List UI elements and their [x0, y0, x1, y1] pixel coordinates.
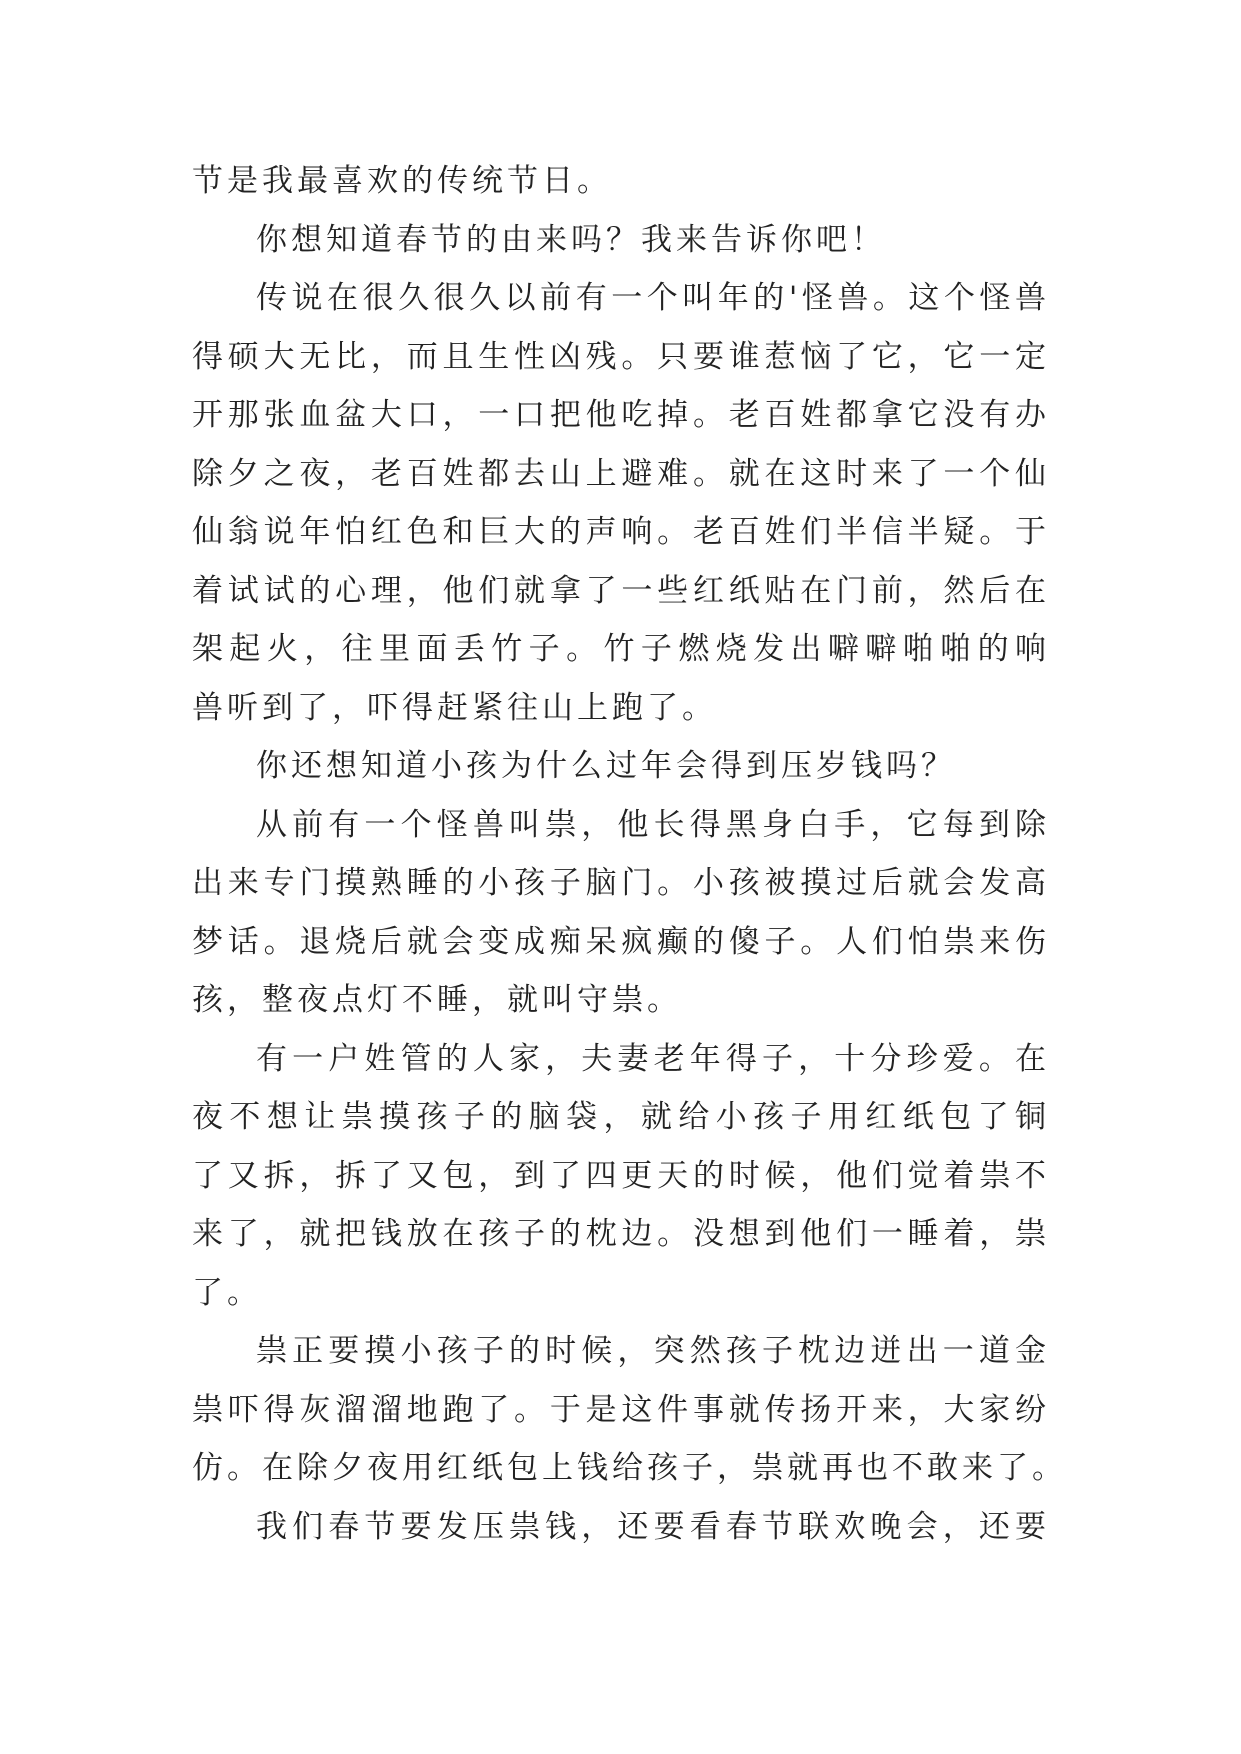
body-text: [192, 152, 1067, 1556]
text-line: 得硕大无比，而且生性凶残。只要谁惹恼了它，它一定: [192, 338, 1050, 375]
text-line: 了。: [192, 1274, 262, 1311]
text-line: 节是我最喜欢的传统节日。: [192, 163, 612, 199]
text-line: 着试试的心理，他们就拿了一些红纸贴在门前，然后在: [192, 572, 1050, 609]
text-line: 除夕之夜，老百姓都去山上避难。就在这时来了一个仙: [192, 455, 1050, 492]
text-line: 有一户姓管的人家，夫妻老年得子，十分珍爱。在: [256, 1040, 1050, 1077]
text-line: 开那张血盆大口，一口把他吃掉。老百姓都拿它没有办: [192, 397, 1050, 433]
text-line: 兽听到了，吓得赶紧往山上跑了。: [192, 689, 717, 726]
text-line: 仿。在除夕夜用红纸包上钱给孩子，祟就再也不敢来了。: [192, 1450, 1067, 1486]
text-line: 你还想知道小孩为什么过年会得到压岁钱吗？: [256, 748, 956, 784]
text-line: 我们春节要发压祟钱，还要看春节联欢晚会，还要: [256, 1508, 1050, 1545]
text-line: 祟吓得灰溜溜地跑了。于是这件事就传扬开来，大家纷: [192, 1391, 1050, 1428]
text-line: 来了，就把钱放在孩子的枕边。没想到他们一睡着，祟: [192, 1216, 1050, 1252]
text-line: 架起火，往里面丢竹子。竹子燃烧发出噼噼啪啪的响: [192, 631, 1050, 667]
text-line: 孩，整夜点灯不睡，就叫守祟。: [192, 982, 682, 1018]
text-line: 从前有一个怪兽叫祟，他长得黑身白手，它每到除: [256, 806, 1050, 843]
text-line: 仙翁说年怕红色和巨大的声响。老百姓们半信半疑。于: [192, 514, 1050, 550]
text-line: 你想知道春节的由来吗？我来告诉你吧！: [256, 221, 886, 258]
text-line: 出来专门摸熟睡的小孩子脑门。小孩被摸过后就会发高: [192, 865, 1050, 901]
text-line: 了又拆，拆了又包，到了四更天的时候，他们觉着祟不: [192, 1157, 1050, 1194]
text-line: 祟正要摸小孩子的时候，突然孩子枕边迸出一道金: [256, 1333, 1050, 1369]
text-line: 夜不想让祟摸孩子的脑袋，就给小孩子用红纸包了铜: [192, 1099, 1050, 1135]
text-line: 梦话。退烧后就会变成痴呆疯癫的傻子。人们怕祟来伤: [192, 923, 1050, 960]
text-line: 传说在很久很久以前有一个叫年的'怪兽。这个怪兽: [256, 280, 1050, 316]
